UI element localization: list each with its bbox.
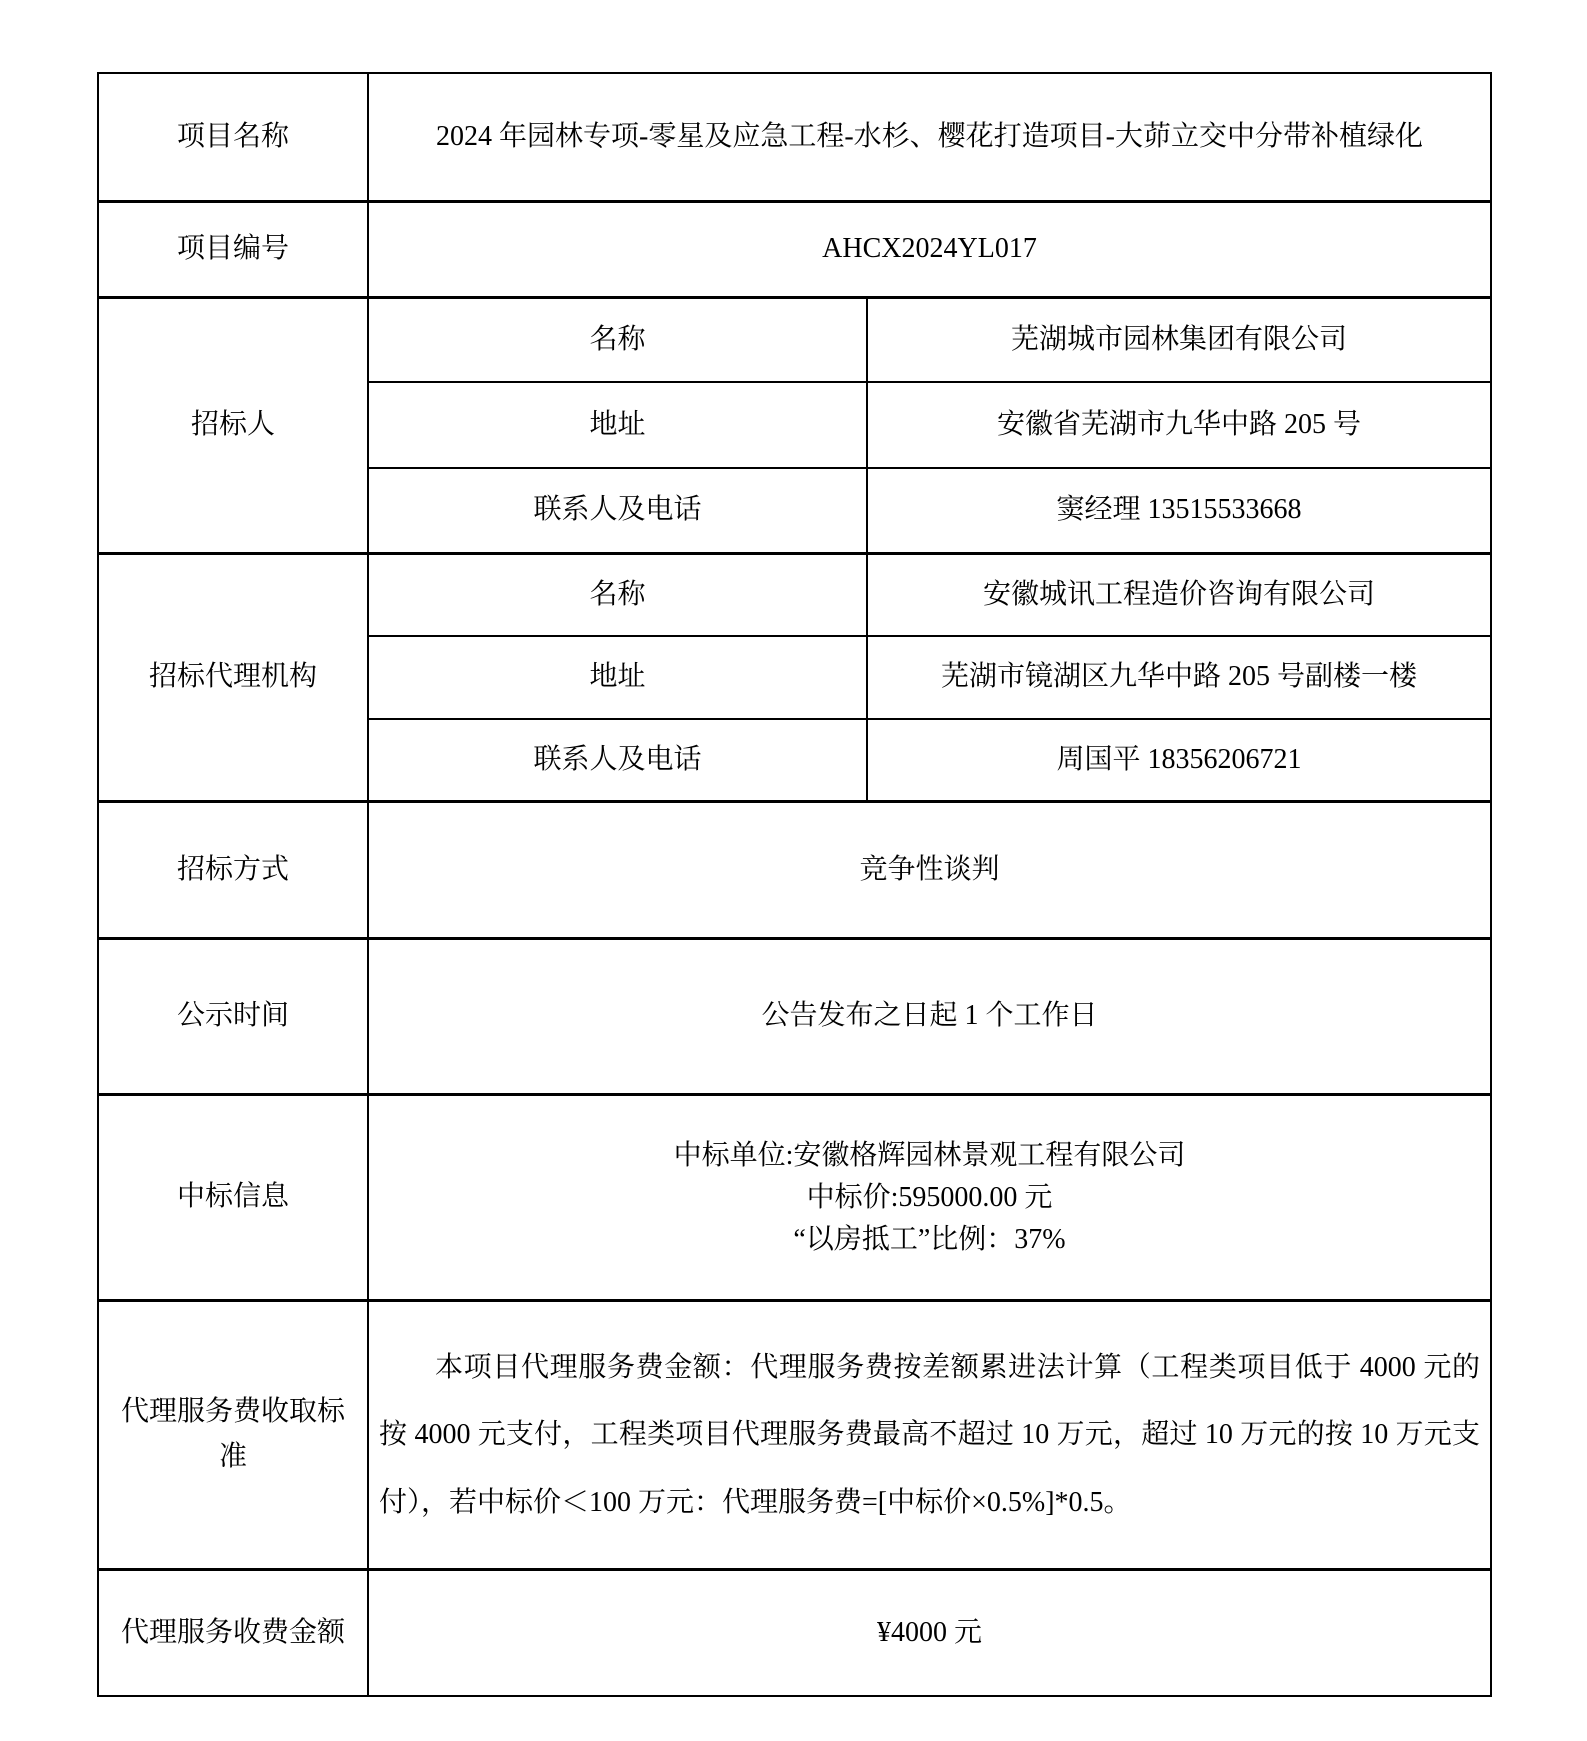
- agency-fee-amount-label: 代理服务收费金额: [98, 1570, 368, 1697]
- tenderer-address-label: 地址: [368, 382, 867, 468]
- agency-fee-amount-value: ¥4000 元: [368, 1570, 1491, 1697]
- row-agency-fee-standard: [98, 1301, 1491, 1570]
- agency-contact-value: 周国平 18356206721: [867, 719, 1491, 802]
- row-project-code: [98, 202, 1491, 298]
- tenderer-label: 招标人: [98, 298, 368, 554]
- tenderer-contact-label: 联系人及电话: [368, 468, 867, 554]
- tender-method-label: 招标方式: [98, 802, 368, 939]
- publicity-period-value: 公告发布之日起 1 个工作日: [368, 939, 1491, 1095]
- tenderer-name-value: 芜湖城市园林集团有限公司: [867, 298, 1491, 383]
- row-project-name: [98, 73, 1491, 202]
- award-info-label: 中标信息: [98, 1095, 368, 1301]
- award-winner-line: 中标单位:安徽格辉园林景观工程有限公司: [673, 1139, 1186, 1171]
- project-name-value: 2024 年园林专项-零星及应急工程-水杉、樱花打造项目-大茆立交中分带补植绿化: [368, 73, 1491, 202]
- agency-label: 招标代理机构: [98, 554, 368, 802]
- award-ratio-line: “以房抵工”比例：37%: [793, 1223, 1066, 1255]
- row-tender-method: [98, 802, 1491, 939]
- agency-fee-standard-value: [368, 1301, 1491, 1570]
- publicity-period-label: 公示时间: [98, 939, 368, 1095]
- row-agency-name: [98, 554, 1491, 637]
- agency-name-value: 安徽城讯工程造价咨询有限公司: [867, 554, 1491, 637]
- agency-fee-standard-label: 代理服务费收取标准: [98, 1301, 368, 1570]
- agency-name-label: 名称: [368, 554, 867, 637]
- tenderer-address-value: 安徽省芜湖市九华中路 205 号: [867, 382, 1491, 468]
- tenderer-name-label: 名称: [368, 298, 867, 383]
- agency-contact-label: 联系人及电话: [368, 719, 867, 802]
- row-award-info: [98, 1095, 1491, 1301]
- agency-fee-standard-text: 本项目代理服务费金额：代理服务费按差额累进法计算（工程类项目低于 4000 元的按 4000 元支付，工程类项目代理服务费最高不超过 10 万元，超过 10 万元的按 10 万元支付），若中标价＜100 万元：代理服务费=[中标价×0.5%]*0.5。: [379, 1352, 1481, 1518]
- row-tenderer-name: [98, 298, 1491, 383]
- award-price-line: 中标价:595000.00 元: [806, 1181, 1053, 1213]
- agency-address-label: 地址: [368, 636, 867, 719]
- project-name-label: 项目名称: [98, 73, 368, 202]
- project-code-label: 项目编号: [98, 202, 368, 298]
- tender-method-value: 竞争性谈判: [368, 802, 1491, 939]
- tender-announcement-table: [97, 72, 1492, 1697]
- agency-address-value: 芜湖市镜湖区九华中路 205 号副楼一楼: [867, 636, 1491, 719]
- award-info-value: [368, 1095, 1491, 1301]
- project-code-value: AHCX2024YL017: [368, 202, 1491, 298]
- row-agency-fee-amount: [98, 1570, 1491, 1697]
- tenderer-contact-value: 窦经理 13515533668: [867, 468, 1491, 554]
- row-publicity-period: [98, 939, 1491, 1095]
